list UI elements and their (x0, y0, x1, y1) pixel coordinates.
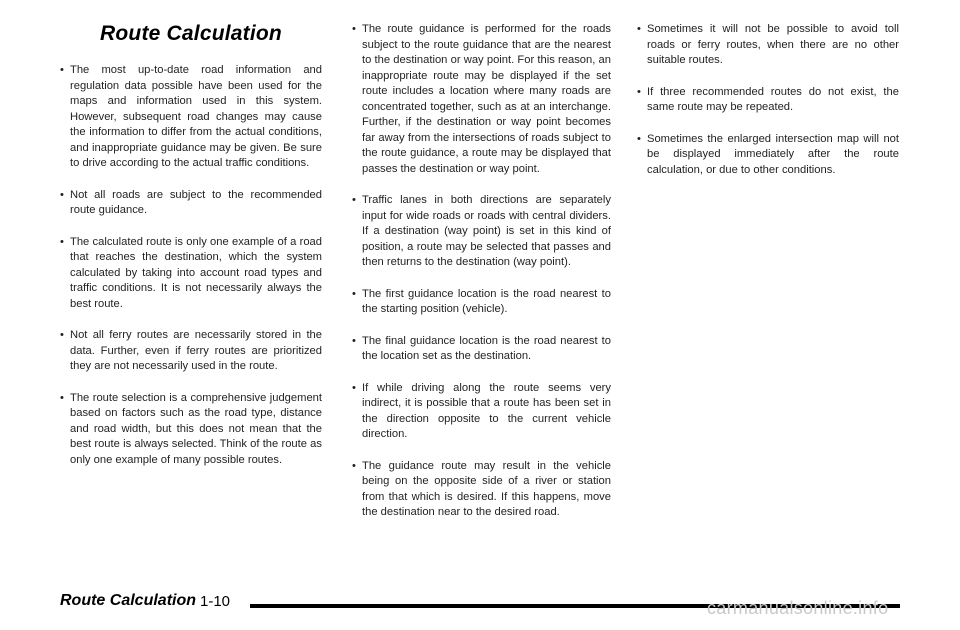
bullet-text: The guidance route may result in the vehicle being on the opposite side of a river or station from that which is desired. If this happens, move the destination near to the desired road. (362, 459, 611, 518)
bullet-icon: • (352, 287, 356, 300)
bullet-icon: • (60, 391, 64, 404)
list-item (60, 391, 322, 469)
bullet-list-3 (637, 22, 899, 178)
bullet-text: The most up-to-date road information and regulation data possible have been used for the maps and information used in this system. However, subsequent road changes may cause the information to differ from the actual conditions, and inappropriate guidance may be given. Be sure to drive according to the actual traffic conditions. (70, 64, 322, 169)
bullet-text: Not all ferry routes are necessarily stored in the data. Further, even if ferry routes are prioritized they are not necessarily used in the route. (70, 329, 322, 372)
bullet-icon: • (352, 194, 356, 206)
list-item (352, 459, 611, 521)
bullet-icon: • (352, 23, 356, 35)
list-item (352, 334, 611, 365)
bullet-icon: • (352, 381, 356, 394)
column-3 (637, 22, 899, 194)
bullet-text: Sometimes it will not be possible to avoid toll roads or ferry routes, when there are no other suitable routes. (647, 23, 899, 66)
bullet-icon: • (637, 23, 641, 35)
list-item (352, 287, 611, 318)
bullet-icon: • (60, 235, 64, 248)
bullet-text: If three recommended routes do not exist, the same route may be repeated. (647, 85, 899, 113)
bullet-icon: • (352, 334, 356, 347)
list-item (637, 22, 899, 69)
bullet-text: The final guidance location is the road nearest to the location set as the destination. (362, 334, 611, 362)
bullet-list-1 (60, 63, 322, 468)
list-item (637, 85, 899, 116)
bullet-icon: • (637, 85, 641, 98)
bullet-text: The route selection is a comprehensive judgement based on factors such as the road type, distance and road width, but this does not mean that the best route is always selected. Think of the route as only one example of many possible routes. (70, 391, 322, 466)
list-item (60, 328, 322, 375)
bullet-icon: • (60, 329, 64, 341)
list-item (352, 22, 611, 177)
bullet-icon: • (60, 64, 64, 76)
page-title: Route Calculation (100, 22, 282, 45)
list-item (60, 63, 322, 172)
bullet-text: The calculated route is only one example of a road that reaches the destination, which the system calculated by taking into account road types and traffic conditions. It is not necessarily always the best route. (70, 235, 322, 310)
column-1 (60, 0, 322, 484)
footer-section-title: Route Calculation (60, 592, 197, 609)
bullet-icon: • (637, 132, 641, 145)
page-number: 1-10 (200, 593, 231, 610)
bullet-text: If while driving along the route seems very indirect, it is possible that a route has been set in the direction opposite to the current vehicle direction. (362, 381, 611, 440)
bullet-text: Sometimes the enlarged intersection map will not be displayed immediately after the route calculation, or due to other conditions. (647, 132, 899, 176)
list-item (352, 381, 611, 443)
bullet-text: Not all roads are subject to the recommended route guidance. (70, 188, 322, 216)
list-item (60, 188, 322, 219)
list-item (637, 132, 899, 179)
bullet-icon: • (352, 459, 356, 472)
bullet-text: The first guidance location is the road nearest to the starting position (vehicle). (362, 287, 611, 315)
bullet-text: Traffic lanes in both directions are separately input for wide roads or roads with central dividers. If a destination (way point) is set in this kind of position, a route may be selected that passes and then returns to the destination (way point). (362, 194, 611, 268)
list-item (352, 193, 611, 271)
column-2 (352, 22, 611, 537)
watermark: carmanualsonline.info (707, 598, 889, 618)
bullet-list-2 (352, 22, 611, 521)
bullet-icon: • (60, 188, 64, 201)
bullet-text: The route guidance is performed for the roads subject to the route guidance that are the nearest to the destination or way point. For this reason, an inappropriate route may be displayed if the set route includes a location where many roads are concentrated together, such as at an interchange. Further, if the destination or way point becomes far away from the intersections of roads subject to the route guidance, a route may be displayed that passes the destination or way point. (362, 23, 611, 175)
list-item (60, 235, 322, 313)
